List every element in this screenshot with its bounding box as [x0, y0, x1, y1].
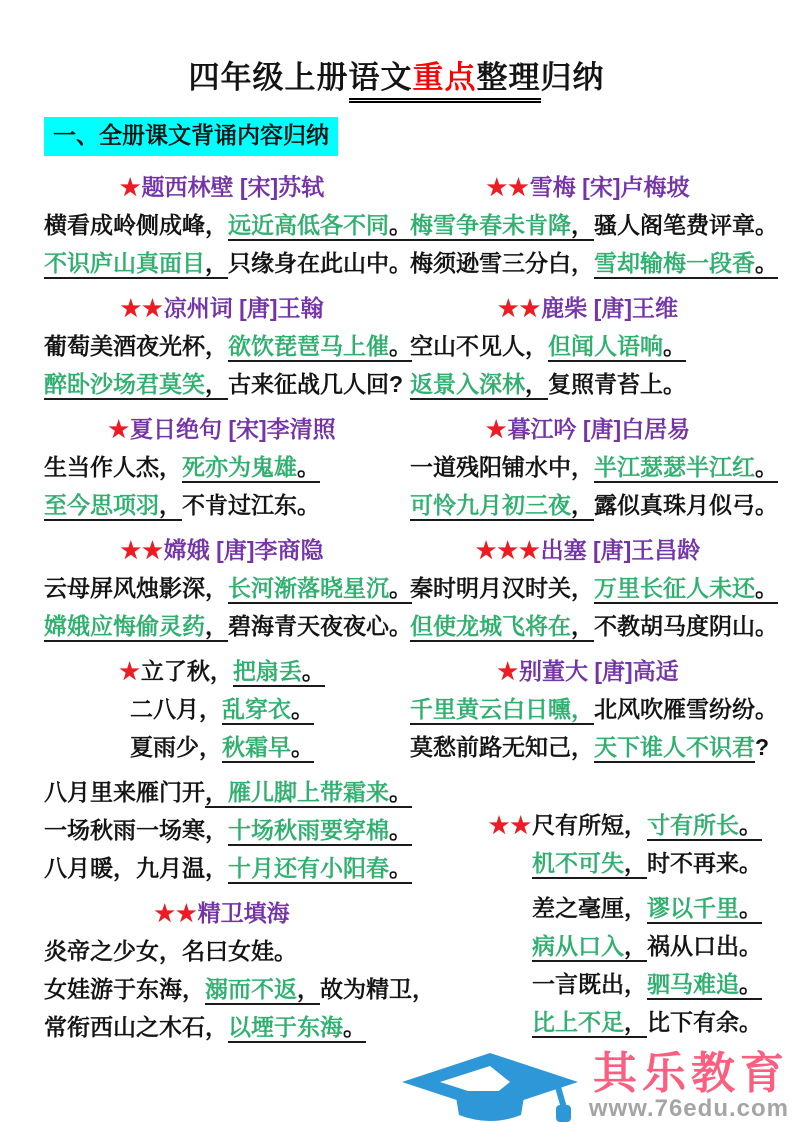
poem-block — [44, 168, 412, 282]
poem-line — [44, 448, 400, 486]
poem-line — [44, 690, 400, 728]
underlined-punctuation: 。 — [389, 333, 412, 362]
key-phrase: 万里长征人未还 — [594, 575, 755, 604]
text-run: 云母屏风烛影深， — [44, 574, 228, 601]
text-run: 夏雨少， — [130, 733, 222, 760]
key-phrase: 但使龙城飞将在 — [410, 613, 571, 642]
text-run: 葡萄美酒夜光杯， — [44, 332, 228, 359]
key-phrase: 可怜九月初三夜 — [410, 492, 571, 521]
poem-line — [410, 607, 778, 645]
poem-title — [44, 531, 400, 569]
text-run: 一言既出， — [532, 970, 647, 997]
underlined-punctuation: ， — [624, 933, 647, 962]
text-run: 常衔西山之木石， — [44, 1013, 228, 1040]
poem-line — [44, 486, 400, 524]
text-run: 比下有余。 — [647, 1008, 762, 1035]
poem-line — [44, 365, 404, 403]
poem-title-text: 雪梅 [宋]卢梅坡 — [529, 173, 690, 200]
text-run: 碧海青天夜夜心。 — [228, 612, 412, 639]
poem-line — [410, 806, 766, 844]
underlined-punctuation: 。 — [739, 812, 762, 841]
key-phrase: 嫦娥应悔偷灵药 — [44, 613, 205, 642]
text-run: 不肯过江东。 — [182, 491, 320, 518]
poem-line — [44, 607, 412, 645]
page-title — [0, 0, 793, 97]
poem-line — [410, 927, 766, 965]
poem-title — [44, 894, 400, 932]
key-phrase: 至今思项羽 — [44, 492, 159, 521]
underlined-punctuation: 。 — [389, 855, 412, 884]
title-text-run: 整理 — [476, 60, 541, 95]
underlined-punctuation: 。 — [739, 971, 762, 1000]
star-rating: ★ — [497, 657, 519, 684]
underlined-punctuation: 。 — [389, 575, 412, 604]
text-run: 莫愁前路无知己， — [410, 733, 594, 760]
poem-line — [410, 327, 766, 365]
poem-title — [410, 410, 766, 448]
text-run: 立了秋， — [140, 657, 233, 684]
underlined-punctuation: 。 — [739, 895, 762, 924]
key-phrase: 十场秋雨要穿棉 — [228, 817, 389, 846]
poem-line — [410, 244, 778, 282]
key-phrase: 千里黄云白日曛， — [410, 696, 594, 725]
key-phrase: 病从口入 — [532, 933, 624, 962]
poem-title — [410, 168, 766, 206]
star-rating: ★★ — [498, 294, 542, 321]
section-heading: 一、全册课文背诵内容归纳 — [44, 117, 338, 156]
poem-title-text: 凉州词 [唐]王翰 — [163, 294, 324, 321]
text-run: 炎帝之少女，名曰女娃。 — [44, 937, 297, 964]
watermark-url: www.76edu.com — [588, 1095, 789, 1122]
poem-line — [410, 690, 778, 728]
text-run: 一场秋雨一场寒， — [44, 816, 228, 843]
underlined-punctuation: 。 — [389, 779, 412, 808]
underlined-punctuation: 。 — [297, 454, 320, 483]
key-phrase: 把扇丢 — [233, 658, 302, 687]
key-phrase: 天下谁人不识君 — [594, 734, 755, 763]
poem-title-text: 精卫填海 — [197, 899, 290, 926]
text-run: 故为精卫， — [320, 975, 435, 1002]
poem-title-text: 夏日绝句 [宋]李清照 — [129, 415, 336, 442]
poem-title — [44, 168, 400, 206]
poem-line — [44, 569, 412, 607]
underlined-punctuation: ， — [624, 1009, 647, 1038]
poem-title-text: 暮江吟 [唐]白居易 — [507, 415, 691, 442]
title-prefix: 四年级上册 — [188, 60, 349, 95]
underlined-punctuation: ， — [205, 371, 228, 400]
text-run: 女娃游于东海， — [44, 975, 205, 1002]
key-phrase: 比上不足 — [532, 1009, 624, 1038]
poem-block — [410, 410, 778, 524]
poem-line — [44, 970, 435, 1008]
text-run: ? — [755, 733, 770, 760]
underlined-punctuation: 。 — [755, 454, 778, 483]
poem-line — [410, 728, 770, 766]
key-phrase: 十月还有小阳春 — [228, 855, 389, 884]
text-run: 不教胡马度阴山。 — [594, 612, 778, 639]
poem-line — [410, 1003, 766, 1041]
key-phrase: 秋霜早 — [222, 734, 291, 763]
underlined-punctuation: 。 — [291, 696, 314, 725]
star-rating: ★★ — [154, 899, 198, 926]
star-rating: ★ — [108, 415, 130, 442]
poem-line — [410, 844, 766, 882]
key-phrase: 以堙于东海 — [228, 1014, 343, 1043]
poem-title-text: 鹿柴 [唐]王维 — [541, 294, 678, 321]
poem-block — [410, 168, 778, 282]
poem-block — [410, 806, 766, 882]
poem-line — [410, 206, 778, 244]
title-underlined-part — [349, 60, 541, 103]
poem-line — [44, 932, 400, 970]
star-rating: ★★ — [120, 536, 164, 563]
text-run: 复照青苔上。 — [548, 370, 686, 397]
text-run: 梅须逊雪三分白， — [410, 249, 594, 276]
poem-line — [410, 569, 778, 607]
poem-title — [410, 652, 766, 690]
poem-block — [44, 652, 400, 766]
title-suffix: 归纳 — [540, 60, 605, 95]
underlined-punctuation: 。 — [302, 658, 325, 687]
text-run: 空山不见人， — [410, 332, 548, 359]
key-phrase: 欲饮琵琶马上催 — [228, 333, 389, 362]
underlined-punctuation: ， — [571, 212, 594, 241]
left-column — [44, 168, 435, 1053]
poem-title — [44, 289, 400, 327]
text-run: 一道残阳铺水中， — [410, 453, 594, 480]
text-run: 北风吹雁雪纷纷。 — [594, 695, 778, 722]
text-run: 差之毫厘， — [532, 894, 647, 921]
poem-line — [44, 849, 412, 887]
poem-title-text: 嫦娥 [唐]李商隐 — [163, 536, 324, 563]
key-phrase: 远近高低各不同 — [228, 212, 389, 241]
text-run: 二八月， — [130, 695, 222, 722]
star-rating: ★★ — [486, 173, 530, 200]
text-run: 只缘身在此山中。 — [228, 249, 412, 276]
key-phrase: 梅雪争春未肯降 — [410, 212, 571, 241]
poem-line — [44, 244, 412, 282]
underlined-punctuation: ， — [571, 613, 594, 642]
poem-line — [410, 965, 766, 1003]
poem-block — [44, 894, 435, 1046]
star-rating: ★★★ — [475, 536, 541, 563]
text-run: 露似真珠月似弓。 — [594, 491, 778, 518]
poem-block — [410, 889, 766, 1041]
underlined-punctuation: 。 — [755, 575, 778, 604]
poem-title-text: 别董大 [唐]高适 — [518, 657, 679, 684]
poems-two-column-layout — [0, 156, 793, 1053]
underlined-punctuation: 。 — [291, 734, 314, 763]
poem-block — [44, 410, 400, 524]
poem-block — [44, 289, 412, 403]
watermark-text — [588, 1049, 789, 1122]
key-phrase: 机不可失 — [532, 850, 624, 879]
poem-line — [44, 1008, 400, 1046]
star-rating: ★★ — [120, 294, 164, 321]
key-phrase: 返景入深林 — [410, 371, 525, 400]
text-run: 尺有所短， — [532, 811, 647, 838]
underlined-punctuation: 。 — [663, 333, 686, 362]
right-column — [410, 168, 778, 1053]
poem-line — [44, 728, 400, 766]
underlined-punctuation: 。 — [755, 250, 778, 279]
title-text-run: 语文 — [348, 60, 413, 95]
poem-line — [44, 811, 412, 849]
star-rating: ★★ — [488, 811, 532, 838]
underlined-punctuation: ， — [525, 371, 548, 400]
star-rating: ★ — [119, 173, 142, 200]
poem-title-text: 出塞 [唐]王昌龄 — [540, 536, 701, 563]
poem-block — [44, 531, 412, 645]
text-run: 祸从口出。 — [647, 932, 762, 959]
text-run: 生当作人杰， — [44, 453, 182, 480]
poem-title — [44, 410, 400, 448]
poem-line — [44, 327, 412, 365]
key-phrase: 溺而不返 — [205, 976, 297, 1005]
key-phrase: 半江瑟瑟半江红 — [594, 454, 755, 483]
text-run: 骚人阁笔费评章。 — [594, 211, 778, 238]
key-phrase: 驷马难追 — [647, 971, 739, 1000]
key-phrase: 不识庐山真面目 — [44, 250, 205, 279]
watermark — [398, 1049, 789, 1122]
key-phrase: 雁儿脚上带霜来 — [228, 779, 389, 808]
poem-block — [410, 652, 778, 766]
key-phrase: 乱穿衣 — [222, 696, 291, 725]
poem-line — [44, 773, 412, 811]
graduation-cap-icon — [398, 1053, 583, 1122]
poem-line — [44, 652, 400, 690]
poem-line — [410, 889, 766, 927]
poem-block — [410, 531, 778, 645]
poem-block — [44, 773, 412, 887]
key-phrase: 寸有所长 — [647, 812, 739, 841]
key-phrase: 谬以千里 — [647, 895, 739, 924]
key-phrase: 醉卧沙场君莫笑 — [44, 371, 205, 400]
underlined-punctuation: 。 — [343, 1014, 366, 1043]
poem-line — [410, 365, 766, 403]
poem-line — [410, 486, 778, 524]
text-run: 八月暖，九月温， — [44, 854, 228, 881]
poem-title-text: 题西林壁 [宋]苏轼 — [141, 173, 325, 200]
underlined-punctuation: ， — [205, 613, 228, 642]
poem-line — [410, 448, 778, 486]
key-phrase: 长河渐落晓星沉 — [228, 575, 389, 604]
text-run: 时不再来。 — [647, 849, 762, 876]
poem-block — [410, 289, 766, 403]
underlined-punctuation: ， — [205, 250, 228, 279]
underlined-punctuation: ， — [297, 976, 320, 1005]
key-phrase: 雪却输梅一段香 — [594, 250, 755, 279]
text-run: 横看成岭侧成峰， — [44, 211, 228, 238]
underlined-punctuation: ， — [159, 492, 182, 521]
star-rating: ★ — [485, 415, 508, 442]
poem-title — [410, 289, 766, 327]
underlined-punctuation: 。 — [389, 817, 412, 846]
key-phrase: 但闻人语响 — [548, 333, 663, 362]
text-run: 八月里来雁门开 — [44, 778, 205, 805]
underlined-punctuation: ， — [571, 492, 594, 521]
star-rating: ★ — [119, 657, 141, 684]
text-run: 秦时明月汉时关， — [410, 574, 594, 601]
underlined-punctuation: 。 — [389, 212, 412, 241]
key-phrase: 死亦为鬼雄 — [182, 454, 297, 483]
title-keyword: 重点 — [412, 60, 477, 95]
poem-line — [44, 206, 412, 244]
poem-title — [410, 531, 766, 569]
underlined-punctuation: ， — [624, 850, 647, 879]
watermark-brand: 其乐教育 — [593, 1049, 789, 1098]
text-run: 古来征战几人回? — [228, 370, 404, 397]
underlined-punctuation: ， — [205, 779, 228, 808]
